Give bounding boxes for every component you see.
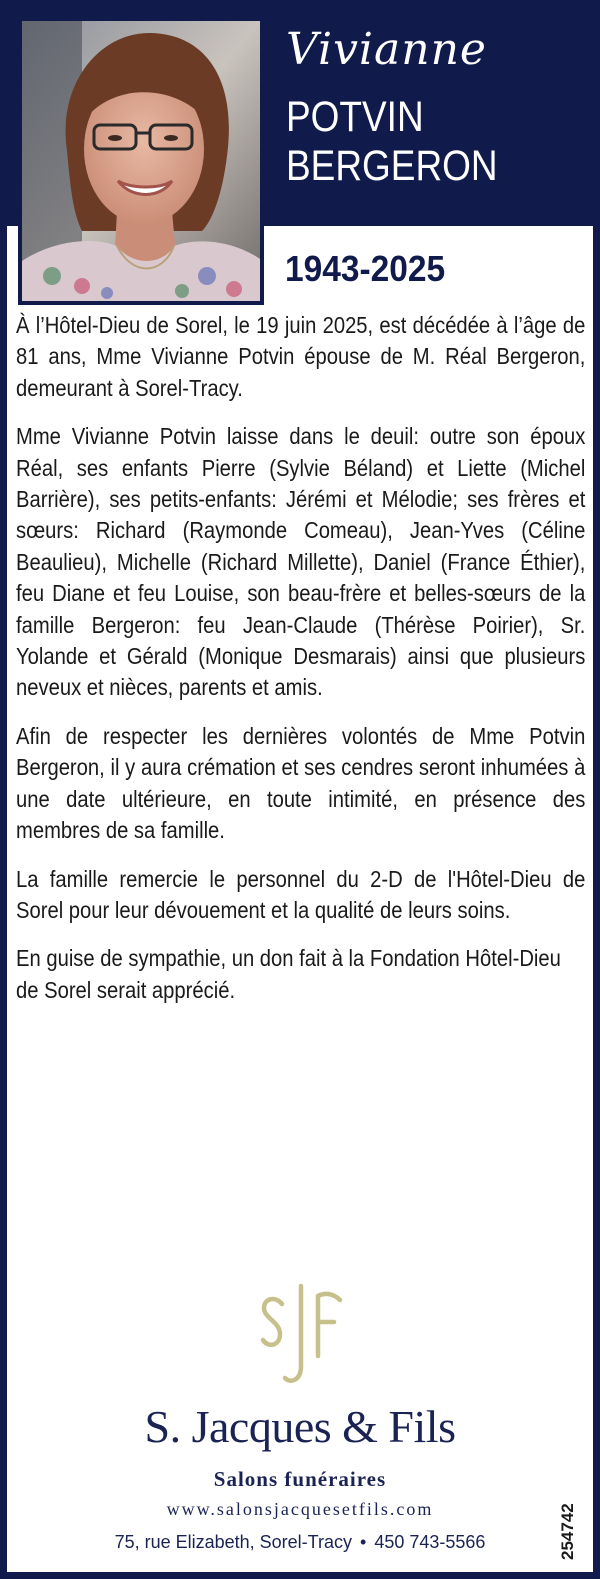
surname-line-1: POTVIN bbox=[286, 93, 424, 141]
first-name: Vivianne bbox=[286, 24, 487, 75]
ad-reference-number: 254742 bbox=[558, 1503, 577, 1560]
paragraph-death-notice: À l’Hôtel-Dieu de Sorel, le 19 juin 2025, est décédée à l’âge de 81 ans, Mme Vivianne Potvin épouse de M. Réal Bergeron, demeurant à Sorel-Tracy. bbox=[16, 312, 586, 401]
surname-line-2: BERGERON bbox=[286, 142, 498, 190]
paragraph-survivors: Mme Vivianne Potvin laisse dans le deuil: outre son époux Réal, ses enfants Pierre (Sylvie Béland) et Liette (Michel Barrière), ses petits-enfants: Jérémi et Mélodie; ses frères et sœurs: Richard (Raymonde Comeau), Jean-Yves (Céline Beaulieu), Michelle (Richard Millette), Daniel (France Éthier), feu Diane et feu Louise, son beau-frère et belles-sœurs de la famille Bergeron: feu Jean-Claude (Thérèse Poirier), Sr. Yolande et Gérald (Monique Desmarais) ainsi que plusieurs neveux et nièces, parents et amis. bbox=[16, 423, 586, 701]
frame-border-left bbox=[0, 226, 7, 1579]
frame-border-right bbox=[593, 226, 600, 1579]
frame-border-bottom bbox=[0, 1572, 600, 1579]
portrait-photo bbox=[18, 17, 264, 305]
street-address: 75, rue Elizabeth, Sorel-Tracy bbox=[114, 1532, 352, 1552]
life-years: 1943-2025 bbox=[285, 248, 446, 289]
separator-bullet: • bbox=[360, 1532, 367, 1552]
paragraph-cremation: Afin de respecter les dernières volontés de Mme Potvin Bergeron, il y aura crémation et ses cendres seront inhumées à une date ultérieure, en toute intimité, en présence des membres de sa famille. bbox=[16, 722, 586, 844]
sjf-monogram-logo bbox=[258, 1282, 344, 1392]
contact-line bbox=[0, 1532, 600, 1553]
funeral-home-name: S. Jacques & Fils bbox=[144, 1401, 456, 1452]
website-address: www.salonsjacquesetfils.com bbox=[166, 1499, 434, 1519]
paragraph-donation: En guise de sympathie, un don fait à la Fondation Hôtel-Dieu de Sorel serait apprécié. bbox=[16, 945, 561, 1003]
funeral-home-tagline: Salons funéraires bbox=[213, 1467, 387, 1491]
obituary-body bbox=[16, 310, 585, 1023]
paragraph-thanks: La famille remercie le personnel du 2-D de l'Hôtel-Dieu de Sorel pour leur dévouement et la qualité de leurs soins. bbox=[16, 865, 586, 923]
phone-number: 450 743-5566 bbox=[374, 1532, 486, 1552]
